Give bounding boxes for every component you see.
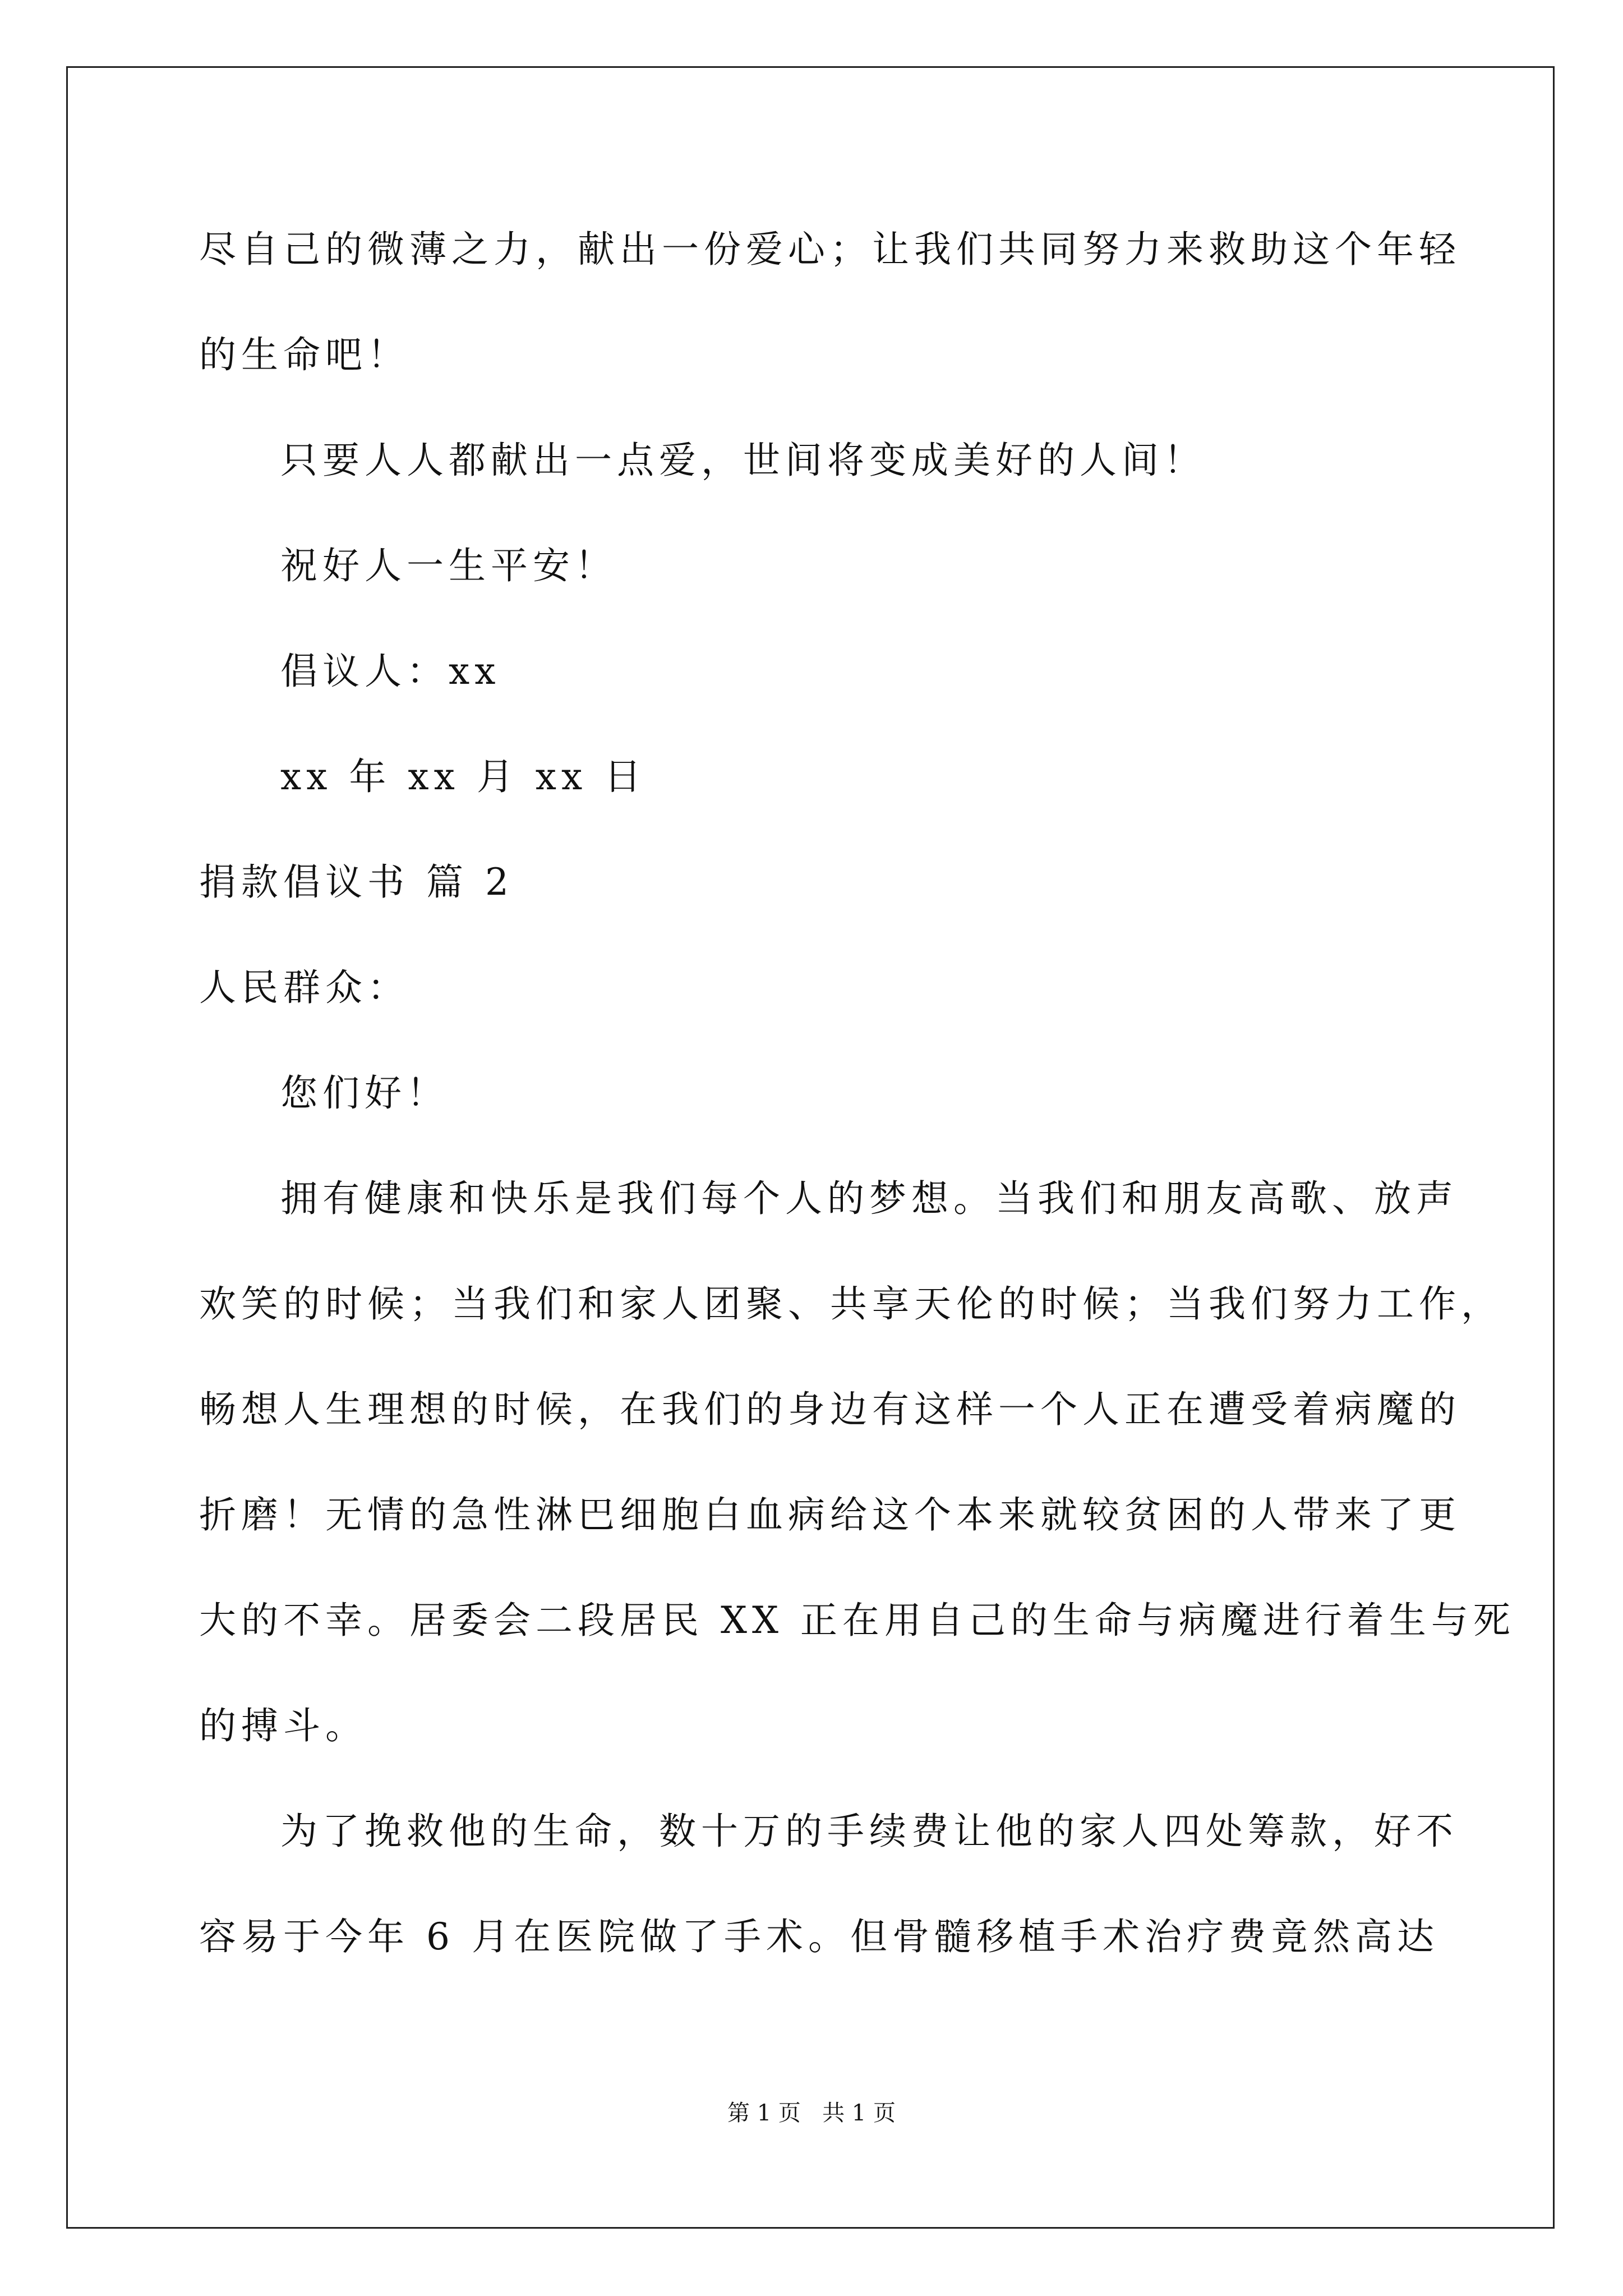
text-line: 为了挽救他的生命，数十万的手续费让他的家人四处筹款，好不	[280, 1810, 1458, 1853]
text-line: 的生命吧！	[199, 333, 409, 376]
page-number-footer: 第 1 页 共 1 页	[727, 2100, 896, 2126]
text-line: 畅想人生理想的时候，在我们的身边有这样一个人正在遭受着病魔的	[199, 1388, 1461, 1431]
date-line: xx 年 xx 月 xx 日	[280, 755, 647, 798]
text-line: 祝好人一生平安！	[280, 544, 617, 587]
text-line: 尽自己的微薄之力，献出一份爱心；让我们共同努力来救助这个年轻	[199, 228, 1461, 271]
signature-line: 倡议人：xx	[280, 650, 501, 693]
text-line: 拥有健康和快乐是我们每个人的梦想。当我们和朋友高歌、放声	[280, 1177, 1458, 1220]
text-line: 的搏斗。	[199, 1704, 367, 1747]
greeting: 您们好！	[280, 1071, 449, 1115]
text-line: 只要人人都献出一点爱，世间将变成美好的人间！	[280, 439, 1206, 482]
text-line: 折磨！无情的急性淋巴细胞白血病给这个本来就较贫困的人带来了更	[199, 1493, 1461, 1536]
section-title: 捐款倡议书 篇 2	[199, 861, 514, 904]
text-line: 容易于今年 6 月在医院做了手术。但骨髓移植手术治疗费竟然高达	[199, 1915, 1439, 1958]
text-line: 欢笑的时候；当我们和家人团聚、共享天伦的时候；当我们努力工作，	[199, 1282, 1503, 1326]
document-body	[199, 222, 1515, 2014]
text-line: 大的不幸。居委会二段居民 XX 正在用自己的生命与病魔进行着生与死	[199, 1599, 1515, 1642]
salutation: 人民群众：	[199, 966, 409, 1009]
